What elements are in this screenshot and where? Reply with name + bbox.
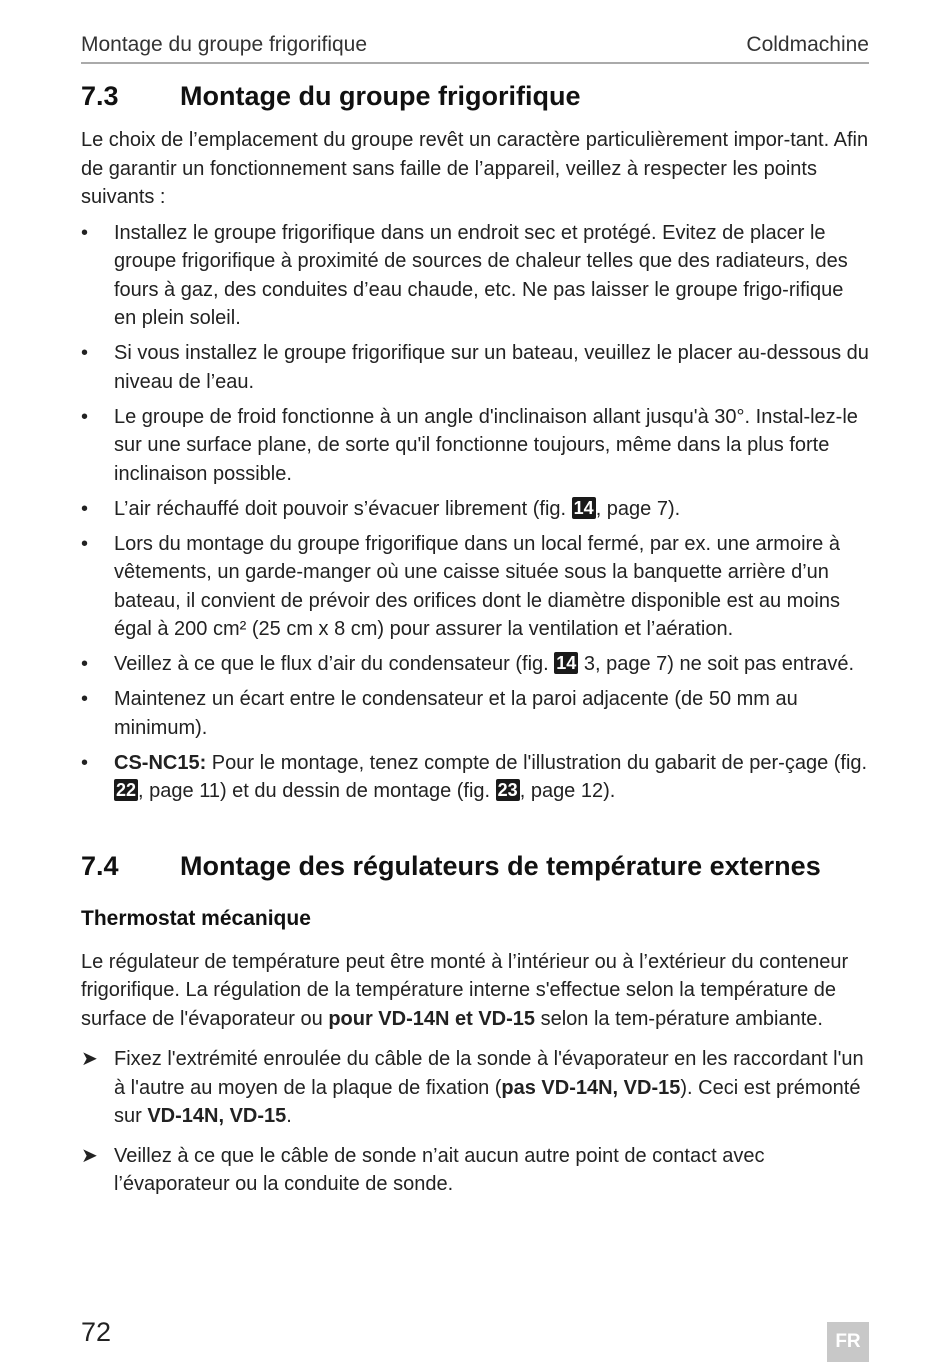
figure-reference: 23 <box>497 780 518 800</box>
section-number: 7.4 <box>81 850 119 881</box>
list-item <box>81 219 871 333</box>
paragraph-text: selon la tem-pérature ambiante. <box>535 1007 823 1030</box>
list-item-text: , page 7). <box>595 497 681 520</box>
model-label: CS-NC15: <box>114 751 207 774</box>
section-7-3-intro: Le choix de l’emplacement du groupe revêt un caractère particulièrement impor-tant. Afin de garantir un fonctionnement sans faille de l’appareil, veillez à respecter les points suivants : <box>81 129 869 208</box>
bullet-icon: • <box>81 532 89 555</box>
arrow-icon: ➤ <box>81 1144 98 1167</box>
list-item-text: Installez le groupe frigorifique dans un endroit sec et protégé. Evitez de placer le groupe frigorifique à proximité de sources de chaleur telles que des radiateurs, des fours à gaz, des conduites d’eau chaude, etc. Ne pas laisser le groupe frigo-rifique en plein soleil. <box>114 221 848 329</box>
running-header <box>81 30 869 64</box>
list-item-text: Lors du montage du groupe frigorifique dans un local fermé, par ex. une armoire à vêtements, un garde-manger où une caisse située sous la banquette arrière d’un bateau, il convient de prévoir des orifices dont le diamètre disponible est au moins égal à 200 cm² (25 cm x 8 cm) pour assurer la ventilation et l’aération. <box>114 532 840 640</box>
thermostat-description <box>81 948 871 1034</box>
header-product-name: Coldmachine <box>746 33 869 56</box>
bullet-icon: • <box>81 405 89 428</box>
model-label: VD-14N, VD-15 <box>147 1105 287 1127</box>
step-text: Veillez à ce que le câble de sonde n’ait aucun autre point de contact avec l’évaporateur ou la conduite de sonde. <box>114 1144 765 1195</box>
list-item-text: , page 12). <box>519 780 616 802</box>
list-item-text: Le groupe de froid fonctionne à un angle d'inclinaison allant jusqu'à 30°. Instal-lez-le sur une surface plane, de sorte qu'il fonctionne toujours, même dans la plus forte inclinaison possible. <box>114 405 858 485</box>
requirements-list <box>81 219 871 806</box>
figure-reference: 14 <box>556 653 577 673</box>
bullet-icon: • <box>81 497 89 520</box>
instruction-step <box>81 1142 871 1199</box>
step-text: . <box>286 1105 292 1127</box>
subsection-heading: Thermostat mécanique <box>81 906 311 930</box>
list-item-text: Veillez à ce que le flux d’air du condensateur (fig. <box>114 653 555 675</box>
model-label: pour VD-14N et VD-15 <box>328 1007 536 1030</box>
bullet-icon: • <box>81 688 89 710</box>
list-item <box>81 650 871 679</box>
header-chapter-title: Montage du groupe frigorifique <box>81 33 368 56</box>
model-label: pas VD-14N, VD-15 <box>501 1076 681 1099</box>
list-item <box>81 339 871 396</box>
bullet-icon: • <box>81 221 89 244</box>
instruction-step <box>81 1045 871 1131</box>
list-item <box>81 749 871 806</box>
section-7-4-heading <box>81 842 871 890</box>
list-item-text: Si vous installez le groupe frigorifique sur un bateau, veuillez le placer au-dessous du niveau de l’eau. <box>114 342 869 393</box>
step-text: Fixez l'extrémité enroulée du câble de la sonde à l'évaporateur en les raccordant l'un à l'autre au moyen de la plaque de fixation ( <box>114 1048 864 1099</box>
section-title: Montage du groupe frigorifique <box>180 81 581 111</box>
list-item-text: Maintenez un écart entre le condensateur et la paroi adjacente (de 50 mm au minimum). <box>114 688 798 739</box>
section-title: Montage des régulateurs de température externes <box>180 850 821 881</box>
list-item-text: Pour le montage, tenez compte de l'illustration du gabarit de per-çage (fig. <box>206 751 868 774</box>
bullet-icon: • <box>81 751 89 774</box>
list-item <box>81 403 871 489</box>
paragraph-text: Le régulateur de température peut être monté à l’intérieur ou à l’extérieur du conteneur frigorifique. La régulation de la température interne s'effectue selon la température de surface de l'évaporateur ou <box>81 950 849 1030</box>
arrow-icon: ➤ <box>81 1048 98 1070</box>
bullet-icon: • <box>81 342 89 364</box>
page-number: 72 <box>81 1317 112 1347</box>
list-item-text: L’air réchauffé doit pouvoir s’évacuer librement (fig. <box>114 497 572 520</box>
figure-reference: 22 <box>116 780 137 800</box>
list-item-text: 3, page 7) ne soit pas entravé. <box>578 653 855 675</box>
page-content <box>81 72 871 1210</box>
list-item-text: , page 11) et du dessin de montage (fig. <box>138 780 496 802</box>
list-item <box>81 530 871 644</box>
list-item <box>81 495 871 524</box>
bullet-icon: • <box>81 653 89 675</box>
section-number: 7.3 <box>81 81 119 111</box>
figure-reference: 14 <box>573 497 594 518</box>
language-badge: FR <box>827 1322 869 1362</box>
list-item <box>81 685 871 742</box>
step-text: ). Ceci est prémonté sur <box>114 1076 861 1127</box>
section-7-3-heading <box>81 72 871 120</box>
instruction-steps <box>81 1045 871 1199</box>
